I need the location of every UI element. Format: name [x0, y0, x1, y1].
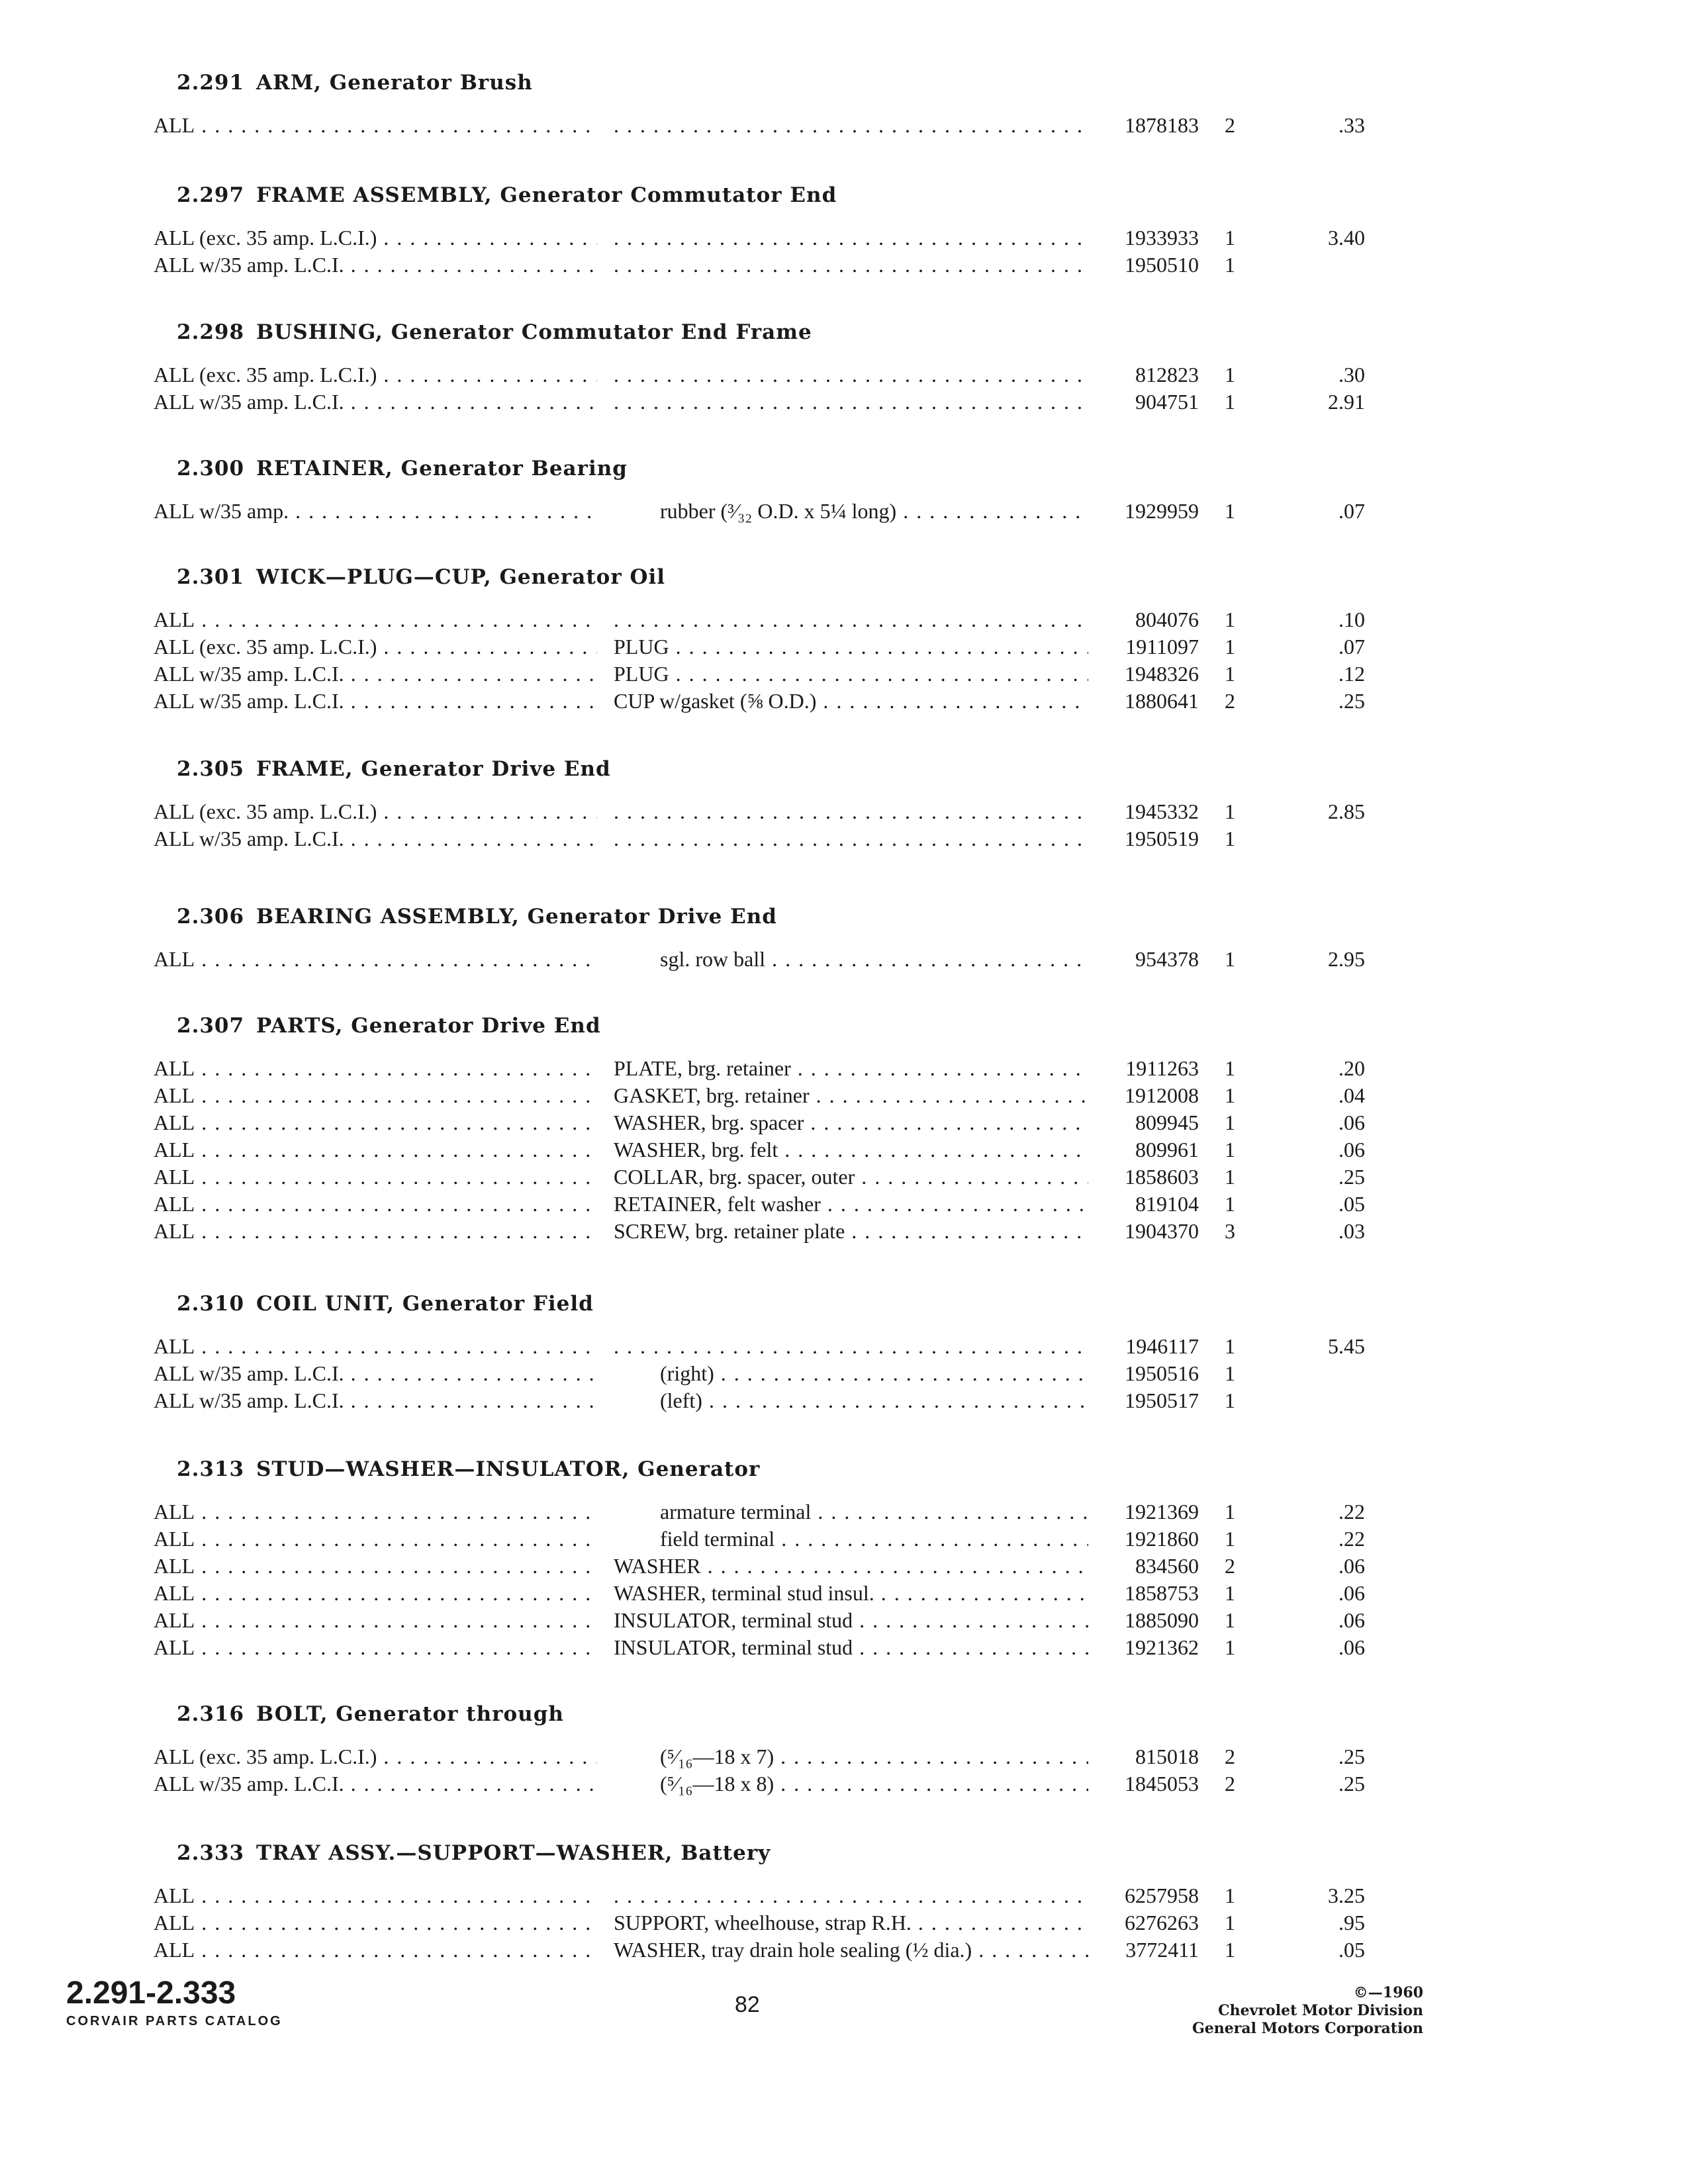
quantity-cell: 1	[1225, 499, 1235, 523]
section-2-333	[149, 1827, 1393, 1964]
model-cell: ALL w/35 amp. L.C.I. . . .	[154, 825, 597, 852]
section-2-313	[149, 1443, 1393, 1661]
part-number-cell: 1921369	[1125, 1500, 1199, 1524]
section-title: BEARING ASSEMBLY, Generator Drive End	[256, 905, 777, 929]
description-cell	[614, 112, 1088, 139]
quantity-cell: 1	[1225, 827, 1235, 850]
part-row	[149, 825, 1393, 852]
part-row	[149, 112, 1393, 139]
quantity-cell: 1	[1225, 1165, 1235, 1189]
part-number-cell: 3772411	[1125, 1938, 1199, 1962]
quantity-cell: 3	[1225, 1219, 1235, 1243]
section-title: WICK—PLUG—CUP, Generator Oil	[256, 565, 666, 589]
price-cell: .07	[1338, 635, 1365, 659]
price-cell: .25	[1338, 1165, 1365, 1189]
description-cell	[614, 361, 1088, 388]
part-number-cell: 6257958	[1125, 1884, 1199, 1907]
description-cell: WASHER, brg. felt . . .	[614, 1136, 1088, 1163]
section-heading	[177, 743, 1393, 796]
parts-list	[149, 361, 1393, 416]
price-cell: 3.40	[1328, 226, 1365, 250]
price-cell: .06	[1338, 1554, 1365, 1578]
section-heading	[177, 999, 1393, 1052]
description-cell	[614, 606, 1088, 633]
part-row	[149, 1082, 1393, 1109]
part-number-cell: 1858753	[1125, 1581, 1199, 1605]
description-cell	[614, 1333, 1088, 1360]
quantity-cell: 1	[1225, 253, 1235, 277]
part-number-cell: 809945	[1135, 1111, 1199, 1134]
section-heading	[177, 169, 1393, 222]
section-number: 2.306	[177, 905, 245, 929]
part-number-cell: 904751	[1135, 390, 1199, 414]
section-heading	[177, 1827, 1393, 1880]
part-row	[149, 1882, 1393, 1909]
model-cell: ALL . . .	[154, 1634, 597, 1661]
model-cell: ALL . . .	[154, 1082, 597, 1109]
price-cell: .22	[1338, 1527, 1365, 1551]
description-cell: WASHER, terminal stud insul. . . .	[614, 1580, 1088, 1607]
description-cell: armature terminal . . .	[614, 1498, 1088, 1525]
section-number: 2.301	[177, 565, 245, 589]
quantity-cell: 2	[1225, 1554, 1235, 1578]
description-cell	[614, 388, 1088, 416]
section-2-307	[149, 999, 1393, 1245]
model-cell: ALL . . .	[154, 1882, 597, 1909]
part-row	[149, 498, 1393, 525]
description-cell: PLATE, brg. retainer . . .	[614, 1055, 1088, 1082]
part-row	[149, 1936, 1393, 1964]
part-number-cell: 804076	[1135, 608, 1199, 631]
section-number: 2.305	[177, 757, 245, 781]
model-cell: ALL (exc. 35 amp. L.C.I.) . . .	[154, 633, 597, 660]
section-title: STUD—WASHER—INSULATOR, Generator	[256, 1457, 761, 1481]
parts-list	[149, 1743, 1393, 1797]
price-cell: .20	[1338, 1056, 1365, 1080]
section-heading	[177, 442, 1393, 495]
price-cell: .25	[1338, 1745, 1365, 1768]
part-row	[149, 1218, 1393, 1245]
corporation-line: General Motors Corporation	[1192, 2020, 1423, 2037]
quantity-cell: 1	[1225, 226, 1235, 250]
footer-left	[66, 1976, 283, 2029]
section-2-300	[149, 442, 1393, 525]
quantity-cell: 1	[1225, 1111, 1235, 1134]
section-title: RETAINER, Generator Bearing	[256, 457, 628, 480]
part-row	[149, 361, 1393, 388]
price-cell: .06	[1338, 1608, 1365, 1632]
price-cell: .25	[1338, 689, 1365, 713]
part-row	[149, 1360, 1393, 1387]
part-row	[149, 1136, 1393, 1163]
section-heading	[177, 1688, 1393, 1741]
quantity-cell: 1	[1225, 1192, 1235, 1216]
part-row	[149, 633, 1393, 660]
parts-list	[149, 1333, 1393, 1414]
part-row	[149, 1333, 1393, 1360]
price-cell: .06	[1338, 1635, 1365, 1659]
quantity-cell: 1	[1225, 1938, 1235, 1962]
quantity-cell: 1	[1225, 1527, 1235, 1551]
part-row	[149, 1498, 1393, 1525]
part-row	[149, 688, 1393, 715]
model-cell: ALL . . .	[154, 1553, 597, 1580]
model-cell: ALL . . .	[154, 112, 597, 139]
section-number: 2.316	[177, 1702, 245, 1726]
section-title: ARM, Generator Brush	[256, 71, 533, 95]
description-cell: GASKET, brg. retainer . . .	[614, 1082, 1088, 1109]
model-cell: ALL . . .	[154, 1909, 597, 1936]
model-cell: ALL . . .	[154, 606, 597, 633]
parts-list	[149, 1055, 1393, 1245]
part-number-cell: 1858603	[1125, 1165, 1199, 1189]
parts-list	[149, 498, 1393, 525]
part-number-cell: 1912008	[1125, 1083, 1199, 1107]
part-row	[149, 1553, 1393, 1580]
parts-list	[149, 946, 1393, 973]
model-cell: ALL . . .	[154, 1218, 597, 1245]
section-title: COIL UNIT, Generator Field	[256, 1292, 594, 1316]
part-row	[149, 1607, 1393, 1634]
section-number: 2.298	[177, 320, 245, 344]
description-cell: PLUG . . .	[614, 633, 1088, 660]
part-row	[149, 1109, 1393, 1136]
model-cell: ALL w/35 amp. L.C.I. . . .	[154, 660, 597, 688]
part-number-cell: 1911097	[1125, 635, 1199, 659]
description-cell: PLUG . . .	[614, 660, 1088, 688]
model-cell: ALL . . .	[154, 1055, 597, 1082]
part-number-cell: 815018	[1135, 1745, 1199, 1768]
quantity-cell: 1	[1225, 1581, 1235, 1605]
quantity-cell: 1	[1225, 1635, 1235, 1659]
section-2-305	[149, 743, 1393, 852]
section-title: TRAY ASSY.—SUPPORT—WASHER, Battery	[256, 1841, 771, 1865]
model-cell: ALL . . .	[154, 1109, 597, 1136]
quantity-cell: 2	[1225, 113, 1235, 137]
model-cell: ALL w/35 amp. L.C.I. . . .	[154, 1770, 597, 1797]
price-cell: 2.85	[1328, 799, 1365, 823]
section-number: 2.313	[177, 1457, 245, 1481]
section-title: FRAME, Generator Drive End	[256, 757, 611, 781]
part-number-cell: 1878183	[1125, 113, 1199, 137]
price-cell: .06	[1338, 1138, 1365, 1161]
model-cell: ALL . . .	[154, 1580, 597, 1607]
description-cell: SCREW, brg. retainer plate . . .	[614, 1218, 1088, 1245]
part-number-cell: 1845053	[1125, 1772, 1199, 1796]
part-number-cell: 812823	[1135, 363, 1199, 387]
quantity-cell: 1	[1225, 1884, 1235, 1907]
section-heading	[177, 890, 1393, 943]
model-cell: ALL . . .	[154, 1498, 597, 1525]
description-cell: SUPPORT, wheelhouse, strap R.H. . . .	[614, 1909, 1088, 1936]
section-title: PARTS, Generator Drive End	[256, 1014, 601, 1038]
part-row	[149, 1909, 1393, 1936]
model-cell: ALL . . .	[154, 1607, 597, 1634]
price-cell: .30	[1338, 363, 1365, 387]
description-cell: RETAINER, felt washer . . .	[614, 1191, 1088, 1218]
price-cell: .95	[1338, 1911, 1365, 1934]
part-row	[149, 1580, 1393, 1607]
part-number-cell: 1950517	[1125, 1388, 1199, 1412]
price-cell: .25	[1338, 1772, 1365, 1796]
model-cell: ALL w/35 amp. L.C.I. . . .	[154, 688, 597, 715]
part-row	[149, 1525, 1393, 1553]
quantity-cell: 1	[1225, 635, 1235, 659]
part-number-cell: 6276263	[1125, 1911, 1199, 1934]
description-cell	[614, 224, 1088, 251]
quantity-cell: 1	[1225, 1500, 1235, 1524]
description-cell: (left) . . .	[614, 1387, 1088, 1414]
part-number-cell: 1933933	[1125, 226, 1199, 250]
page-range: 2.291-2.333	[66, 1976, 236, 2011]
part-number-cell: 1921860	[1125, 1527, 1199, 1551]
description-cell: INSULATOR, terminal stud . . .	[614, 1634, 1088, 1661]
quantity-cell: 2	[1225, 1745, 1235, 1768]
part-number-cell: 1921362	[1125, 1635, 1199, 1659]
part-number-cell: 954378	[1135, 947, 1199, 971]
model-cell: ALL (exc. 35 amp. L.C.I.) . . .	[154, 224, 597, 251]
part-number-cell: 1950519	[1125, 827, 1199, 850]
model-cell: ALL . . .	[154, 1136, 597, 1163]
description-cell: sgl. row ball . . .	[614, 946, 1088, 973]
quantity-cell: 1	[1225, 1083, 1235, 1107]
page-number: 82	[735, 1992, 760, 2017]
part-row	[149, 388, 1393, 416]
section-heading	[177, 551, 1393, 604]
description-cell: CUP w/gasket (⅝ O.D.) . . .	[614, 688, 1088, 715]
part-number-cell: 1929959	[1125, 499, 1199, 523]
description-cell: field terminal . . .	[614, 1525, 1088, 1553]
quantity-cell: 1	[1225, 608, 1235, 631]
price-cell: .06	[1338, 1111, 1365, 1134]
part-number-cell: 1880641	[1125, 689, 1199, 713]
description-cell	[614, 825, 1088, 852]
description-cell: COLLAR, brg. spacer, outer . . .	[614, 1163, 1088, 1191]
description-cell: INSULATOR, terminal stud . . .	[614, 1607, 1088, 1634]
price-cell: .03	[1338, 1219, 1365, 1243]
quantity-cell: 1	[1225, 363, 1235, 387]
part-number-cell: 1948326	[1125, 662, 1199, 686]
section-number: 2.307	[177, 1014, 245, 1038]
part-number-cell: 1945332	[1125, 799, 1199, 823]
model-cell: ALL . . .	[154, 1525, 597, 1553]
part-row	[149, 1191, 1393, 1218]
part-number-cell: 819104	[1135, 1192, 1199, 1216]
model-cell: ALL (exc. 35 amp. L.C.I.) . . .	[154, 798, 597, 825]
parts-list	[149, 606, 1393, 715]
part-number-cell: 1950516	[1125, 1361, 1199, 1385]
parts-list	[149, 112, 1393, 139]
footer-publisher	[1192, 1984, 1423, 2038]
part-row	[149, 1055, 1393, 1082]
price-cell: .05	[1338, 1938, 1365, 1962]
description-cell	[614, 1882, 1088, 1909]
section-2-298	[149, 306, 1393, 416]
quantity-cell: 1	[1225, 1138, 1235, 1161]
parts-list	[149, 1882, 1393, 1964]
section-2-306	[149, 890, 1393, 973]
parts-list	[149, 224, 1393, 279]
quantity-cell: 1	[1225, 1608, 1235, 1632]
model-cell: ALL . . .	[154, 1333, 597, 1360]
section-2-291	[149, 56, 1393, 139]
part-row	[149, 1634, 1393, 1661]
price-cell: .33	[1338, 113, 1365, 137]
part-row	[149, 1163, 1393, 1191]
description-cell: WASHER, tray drain hole sealing (½ dia.) . . .	[614, 1936, 1088, 1964]
part-number-cell: 1911263	[1125, 1056, 1199, 1080]
part-row	[149, 606, 1393, 633]
quantity-cell: 1	[1225, 662, 1235, 686]
section-2-310	[149, 1277, 1393, 1414]
section-heading	[177, 1443, 1393, 1496]
section-number: 2.297	[177, 183, 245, 207]
description-cell: rubber (³⁄₃₂ O.D. x 5¼ long) . . .	[614, 498, 1088, 525]
quantity-cell: 2	[1225, 1772, 1235, 1796]
part-row	[149, 251, 1393, 279]
part-number-cell: 1904370	[1125, 1219, 1199, 1243]
part-number-cell: 1885090	[1125, 1608, 1199, 1632]
price-cell: .07	[1338, 499, 1365, 523]
section-number: 2.310	[177, 1292, 245, 1316]
section-heading	[177, 306, 1393, 359]
section-2-297	[149, 169, 1393, 279]
part-number-cell: 1950510	[1125, 253, 1199, 277]
copyright-line: ©—1960	[1353, 1984, 1423, 2001]
section-title: BUSHING, Generator Commutator End Frame	[256, 320, 812, 344]
part-number-cell: 1946117	[1125, 1334, 1199, 1358]
price-cell: .10	[1338, 608, 1365, 631]
description-cell: WASHER . . .	[614, 1553, 1088, 1580]
model-cell: ALL (exc. 35 amp. L.C.I.) . . .	[154, 361, 597, 388]
model-cell: ALL w/35 amp. L.C.I. . . .	[154, 251, 597, 279]
part-row	[149, 660, 1393, 688]
quantity-cell: 1	[1225, 947, 1235, 971]
description-cell: (⁵⁄₁₆—18 x 7) . . .	[614, 1743, 1088, 1770]
description-cell: (⁵⁄₁₆—18 x 8) . . .	[614, 1770, 1088, 1797]
part-number-cell: 809961	[1135, 1138, 1199, 1161]
section-2-301	[149, 551, 1393, 715]
model-cell: ALL . . .	[154, 1936, 597, 1964]
quantity-cell: 1	[1225, 1334, 1235, 1358]
parts-list	[149, 1498, 1393, 1661]
price-cell: 2.91	[1328, 390, 1365, 414]
part-row	[149, 1743, 1393, 1770]
description-cell: WASHER, brg. spacer . . .	[614, 1109, 1088, 1136]
model-cell: ALL (exc. 35 amp. L.C.I.) . . .	[154, 1743, 597, 1770]
section-number: 2.300	[177, 457, 245, 480]
price-cell: 2.95	[1328, 947, 1365, 971]
quantity-cell: 2	[1225, 689, 1235, 713]
price-cell: 3.25	[1328, 1884, 1365, 1907]
section-number: 2.291	[177, 71, 245, 95]
section-title: BOLT, Generator through	[256, 1702, 564, 1726]
part-number-cell: 834560	[1135, 1554, 1199, 1578]
price-cell: .04	[1338, 1083, 1365, 1107]
price-cell: .06	[1338, 1581, 1365, 1605]
description-cell	[614, 798, 1088, 825]
division-line: Chevrolet Motor Division	[1218, 2002, 1423, 2019]
model-cell: ALL w/35 amp. . . .	[154, 498, 597, 525]
description-cell	[614, 251, 1088, 279]
parts-list	[149, 798, 1393, 852]
price-cell: .12	[1338, 662, 1365, 686]
model-cell: ALL w/35 amp. L.C.I. . . .	[154, 388, 597, 416]
part-row	[149, 798, 1393, 825]
quantity-cell: 1	[1225, 1911, 1235, 1934]
model-cell: ALL . . .	[154, 946, 597, 973]
section-number: 2.333	[177, 1841, 245, 1865]
price-cell: .22	[1338, 1500, 1365, 1524]
quantity-cell: 1	[1225, 1056, 1235, 1080]
section-title: FRAME ASSEMBLY, Generator Commutator End	[256, 183, 837, 207]
description-cell: (right) . . .	[614, 1360, 1088, 1387]
model-cell: ALL w/35 amp. L.C.I. . . .	[154, 1360, 597, 1387]
part-row	[149, 224, 1393, 251]
model-cell: ALL w/35 amp. L.C.I. . . .	[154, 1387, 597, 1414]
model-cell: ALL . . .	[154, 1163, 597, 1191]
quantity-cell: 1	[1225, 799, 1235, 823]
section-heading	[177, 1277, 1393, 1330]
part-row	[149, 1770, 1393, 1797]
quantity-cell: 1	[1225, 1388, 1235, 1412]
price-cell: .05	[1338, 1192, 1365, 1216]
part-row	[149, 946, 1393, 973]
model-cell: ALL . . .	[154, 1191, 597, 1218]
section-heading	[177, 56, 1393, 109]
quantity-cell: 1	[1225, 390, 1235, 414]
quantity-cell: 1	[1225, 1361, 1235, 1385]
catalog-name: CORVAIR PARTS CATALOG	[66, 2014, 283, 2028]
section-2-316	[149, 1688, 1393, 1797]
price-cell: 5.45	[1328, 1334, 1365, 1358]
part-row	[149, 1387, 1393, 1414]
